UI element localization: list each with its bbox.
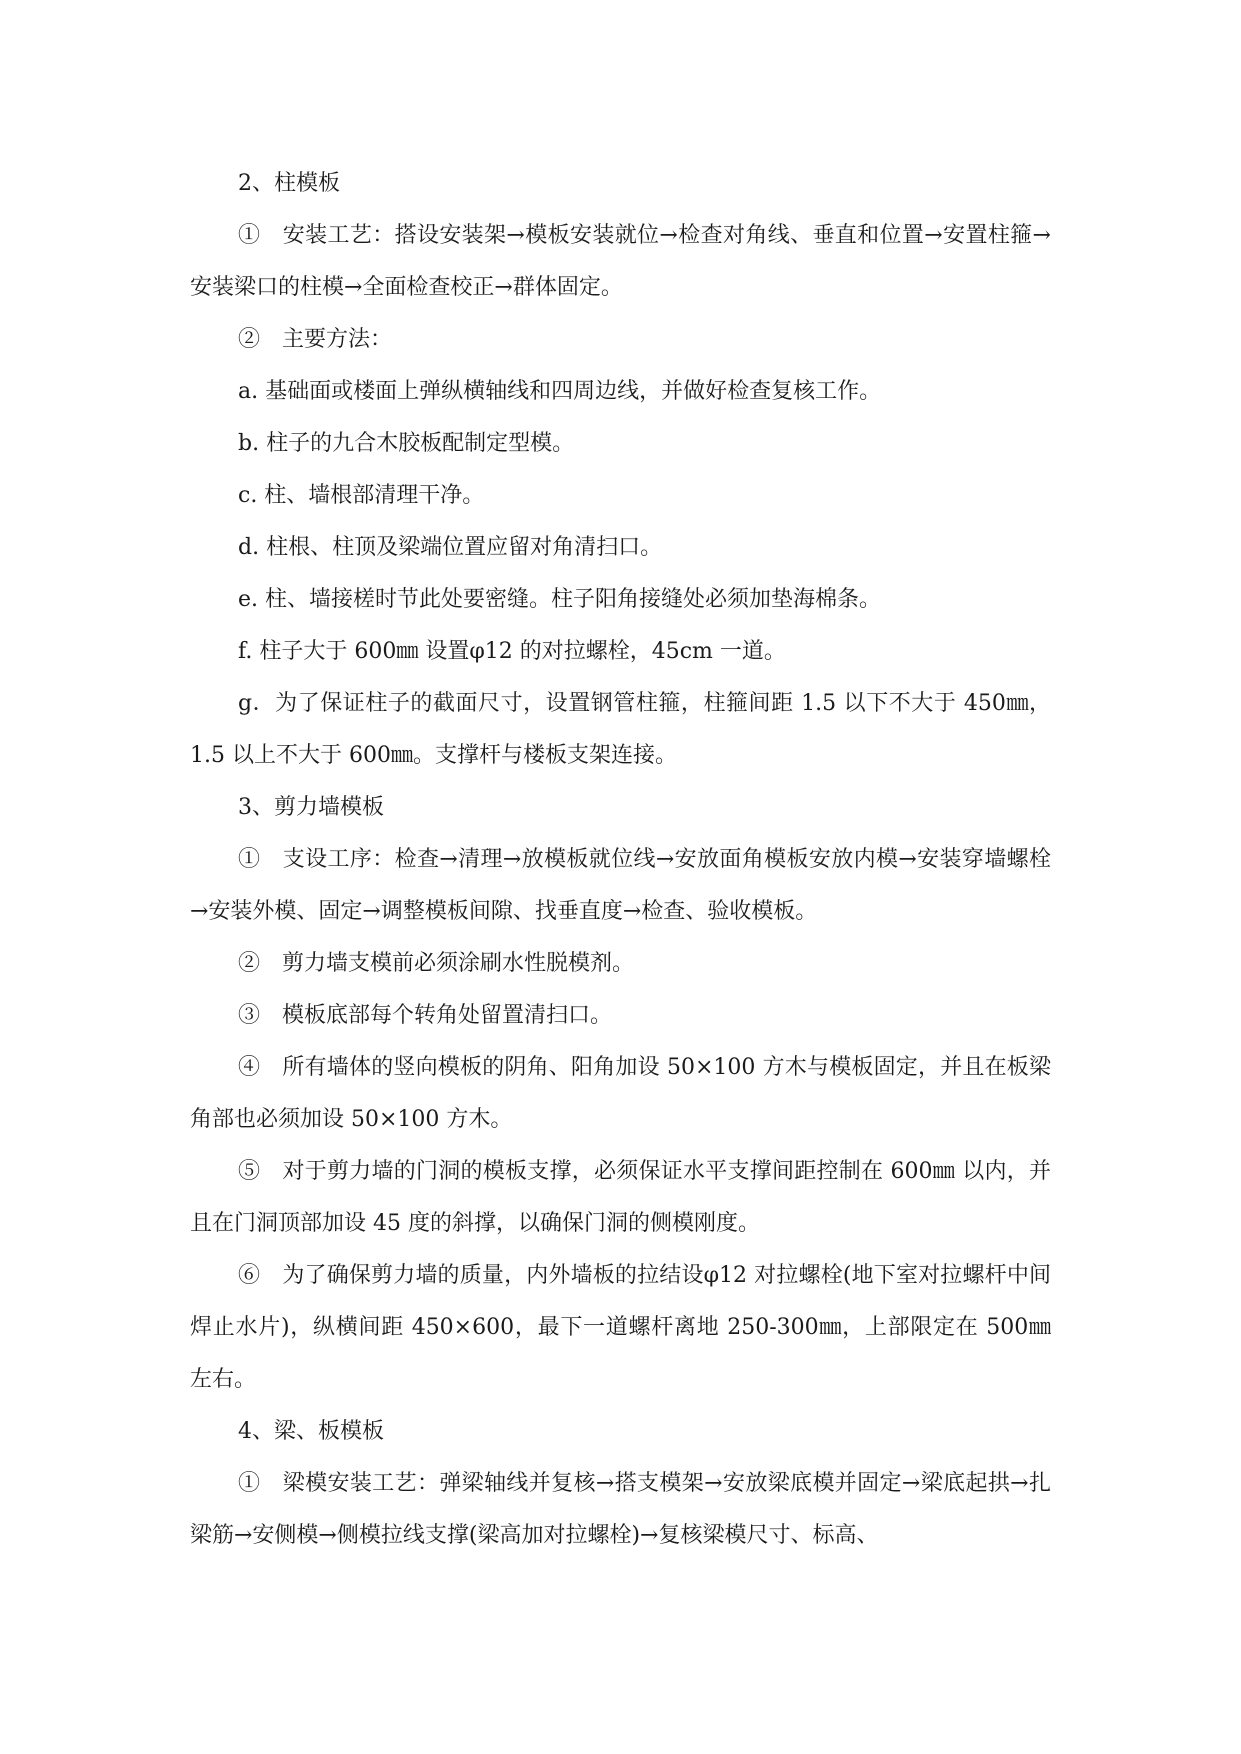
section-heading-beam-slab-formwork: 4、梁、板模板 [238,1419,384,1444]
paragraph: g．为了保证柱子的截面尺寸，设置钢管柱箍，柱箍间距 1.5 以下不大于 450㎜，1.5 以上不大于 600㎜。支撑杆与楼板支架连接。 [190,691,1051,768]
section-heading-shear-wall-formwork: 3、剪力墙模板 [238,795,384,820]
paragraph: ① 梁模安装工艺：弹梁轴线并复核→搭支模架→安放梁底模并固定→梁底起拱→扎梁筋→安侧模→侧模拉线支撑(梁高加对拉螺栓)→复核梁模尺寸、标高、 [190,1471,1051,1548]
paragraph: ⑤ 对于剪力墙的门洞的模板支撑，必须保证水平支撑间距控制在 600㎜ 以内，并且在门洞顶部加设 45 度的斜撑，以确保门洞的侧模刚度。 [190,1159,1051,1236]
paragraph: e. 柱、墙接槎时节此处要密缝。柱子阳角接缝处必须加垫海棉条。 [238,587,882,612]
paragraph: f. 柱子大于 600㎜ 设置φ12 的对拉螺栓，45cm 一道。 [238,639,786,664]
paragraph: ① 支设工序：检查→清理→放模板就位线→安放面角模板安放内模→安装穿墙螺栓→安装外模、固定→调整模板间隙、找垂直度→检查、验收模板。 [190,847,1051,924]
paragraph: ④ 所有墙体的竖向模板的阴角、阳角加设 50×100 方木与模板固定，并且在板梁角部也必须加设 50×100 方木。 [190,1055,1051,1132]
paragraph: b. 柱子的九合木胶板配制定型模。 [238,431,575,456]
paragraph: ② 主要方法： [238,327,393,352]
paragraph: ③ 模板底部每个转角处留置清扫口。 [238,1003,613,1028]
paragraph: a. 基础面或楼面上弹纵横轴线和四周边线，并做好检查复核工作。 [238,379,882,404]
paragraph: ① 安装工艺：搭设安装架→模板安装就位→检查对角线、垂直和位置→安置柱箍→安装梁口的柱模→全面检查校正→群体固定。 [190,223,1051,300]
paragraph: ⑥ 为了确保剪力墙的质量，内外墙板的拉结设φ12 对拉螺栓(地下室对拉螺杆中间焊止水片)，纵横间距 450×600，最下一道螺杆离地 250-300㎜，上部限定在 500㎜ 左右。 [190,1263,1051,1392]
section-heading-column-formwork: 2、柱模板 [238,171,340,196]
paragraph: ② 剪力墙支模前必须涂刷水性脱模剂。 [238,951,635,976]
paragraph: d. 柱根、柱顶及梁端位置应留对角清扫口。 [238,535,663,560]
paragraph: c. 柱、墙根部清理干净。 [238,483,485,508]
